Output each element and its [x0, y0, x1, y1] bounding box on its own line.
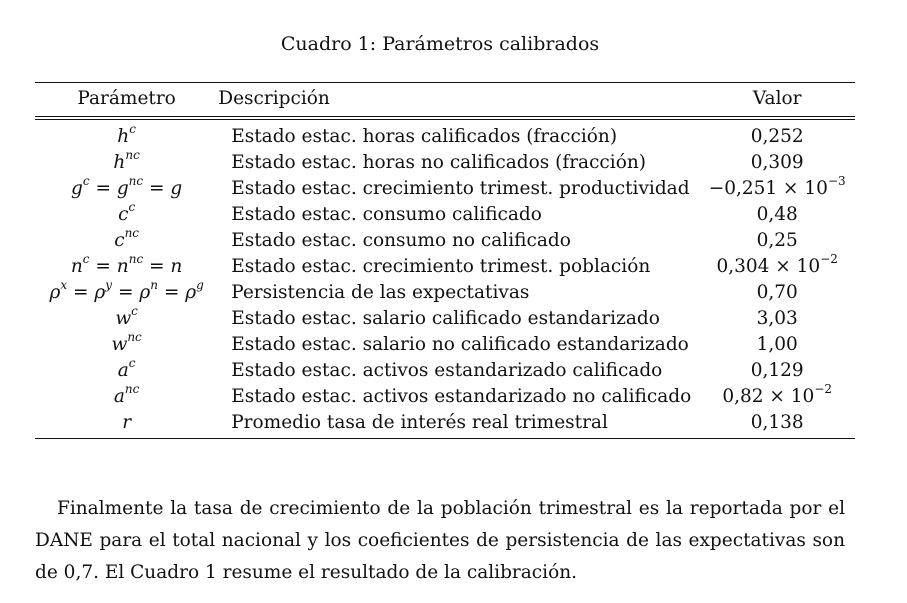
description-cell: Estado estac. activos estandarizado no calificado	[231, 386, 692, 407]
body-paragraph	[35, 493, 845, 589]
description-cell: Estado estac. salario no calificado estandarizado	[231, 334, 689, 355]
table-body	[35, 118, 855, 439]
value-cell: $0,82 \times 10^{-2}$	[722, 381, 833, 407]
header-param: Parámetro	[77, 88, 176, 109]
param-cell: $a^c$	[117, 355, 136, 381]
value-cell: 1,00	[756, 334, 798, 355]
param-cell: $c^c$	[118, 199, 136, 225]
value-cell: 0,138	[750, 412, 804, 433]
table-row	[35, 384, 855, 410]
param-cell: $w^{nc}$	[111, 329, 142, 355]
table-row	[35, 280, 855, 306]
table-caption: Cuadro 1: Parámetros calibrados	[280, 33, 600, 55]
description-cell: Estado estac. horas calificados (fracción)	[231, 126, 618, 147]
value-cell: 0,129	[750, 360, 804, 381]
param-cell: $w^c$	[115, 303, 138, 329]
param-cell: $h^c$	[117, 121, 136, 147]
value-cell: 0,48	[756, 204, 798, 225]
table-row	[35, 202, 855, 228]
header-desc: Descripción	[218, 88, 330, 109]
table-row	[35, 358, 855, 384]
param-cell: $n^c = n^{nc} = n$	[70, 251, 183, 277]
description-cell: Estado estac. consumo no calificado	[231, 230, 571, 251]
param-cell: $h^{nc}$	[113, 147, 140, 173]
table-row	[35, 306, 855, 332]
value-cell: 0,252	[750, 126, 804, 147]
param-cell: $g^c = g^{nc} = g$	[70, 173, 183, 199]
description-cell: Estado estac. consumo calificado	[231, 204, 542, 225]
description-cell: Estado estac. horas no calificados (fracción)	[231, 152, 646, 173]
param-cell: $a^{nc}$	[113, 381, 140, 407]
description-cell: Estado estac. crecimiento trimest. población	[231, 256, 651, 277]
table-header-row	[35, 83, 855, 119]
param-cell: $c^{nc}$	[114, 225, 140, 251]
value-cell: 0,70	[756, 282, 798, 303]
table-row	[35, 228, 855, 254]
value-cell: 3,03	[756, 308, 798, 329]
paragraph-text: Finalmente la tasa de crecimiento de la población trimestral es la reportada por el DANE para el total nacional y los coeficientes de persistencia de las expectativas son de 0,7. El Cuadro 1 resume el resultado de la calibración.	[35, 498, 845, 583]
value-cell: 0,309	[750, 152, 804, 173]
value-cell: 0,25	[756, 230, 798, 251]
description-cell: Estado estac. crecimiento trimest. productividad	[231, 178, 690, 199]
param-cell: r	[122, 412, 132, 433]
table-row	[35, 118, 855, 150]
description-cell: Estado estac. salario calificado estandarizado	[231, 308, 660, 329]
description-cell: Estado estac. activos estandarizado calificado	[231, 360, 663, 381]
description-cell: Persistencia de las expectativas	[231, 282, 530, 303]
description-cell: Promedio tasa de interés real trimestral	[231, 412, 608, 433]
param-cell: $\rho^x = \rho^y = \rho^n = \rho^g$	[49, 277, 204, 303]
header-val: Valor	[752, 88, 802, 109]
value-cell: $0,304 \times 10^{-2}$	[716, 251, 838, 277]
table-row	[35, 410, 855, 439]
parameters-table	[35, 82, 855, 439]
table-row	[35, 332, 855, 358]
table-row	[35, 254, 855, 280]
table-row	[35, 176, 855, 202]
value-cell: $-0,251 \times 10^{-3}$	[708, 173, 846, 199]
table-row	[35, 150, 855, 176]
